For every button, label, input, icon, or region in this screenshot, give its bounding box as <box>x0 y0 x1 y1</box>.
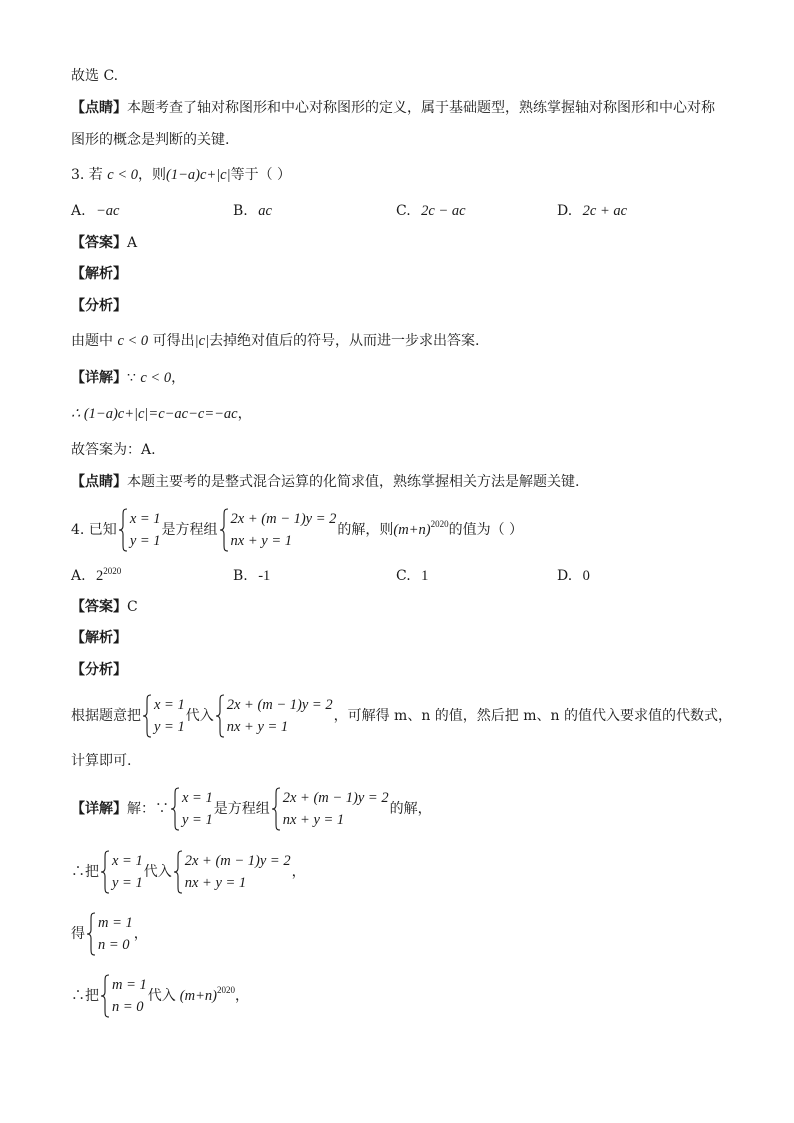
option-value: 0 <box>582 568 590 584</box>
q3-analysis-text <box>71 331 480 351</box>
text: 是方程组 <box>161 522 218 538</box>
system-xy <box>142 694 185 738</box>
q3-option-a <box>71 201 120 221</box>
text: 是方程组 <box>213 801 270 817</box>
answer-value: A <box>127 235 138 251</box>
brace-icon <box>86 912 96 956</box>
system-eq <box>215 694 333 738</box>
option-letter: D. <box>557 203 573 219</box>
brace-icon <box>271 787 281 831</box>
text: ， <box>171 370 186 386</box>
q3-number: 3. 若 <box>71 167 103 183</box>
q3-condition: c < 0 <box>107 167 138 183</box>
q3-tip <box>71 472 579 492</box>
q4-detail <box>71 785 432 833</box>
tip-text: 本题考查了轴对称图形和中心对称图形的定义，属于基础题型，熟练掌握轴对称图形和中心对称 <box>127 100 715 116</box>
text: 代入 <box>147 988 176 1004</box>
brace-icon <box>118 508 128 552</box>
q3-option-c <box>396 201 466 221</box>
system-xy <box>170 787 213 831</box>
section-tag: 【分析】 <box>71 298 127 314</box>
option-letter: B. <box>233 568 248 584</box>
system-eq <box>271 787 389 831</box>
q3-option-b <box>233 201 272 221</box>
exponent: 2020 <box>103 566 122 576</box>
text: ∴把 <box>71 988 99 1004</box>
q3-fenxi <box>71 296 127 316</box>
eq-row: x = 1 <box>129 511 161 527</box>
conclusion-line <box>71 66 118 86</box>
q4-option-b <box>233 566 270 586</box>
eq-row: y = 1 <box>112 875 143 891</box>
question-4 <box>71 506 523 554</box>
eq-row: 2x + (m − 1)y = 2 <box>230 511 337 527</box>
section-tag: 【解析】 <box>71 630 127 646</box>
option-letter: A. <box>71 203 86 219</box>
q4-analysis-text <box>71 692 732 740</box>
eq-row: nx + y = 1 <box>226 719 289 735</box>
option-letter: B. <box>233 203 248 219</box>
text: 的解，则 <box>337 522 394 538</box>
eq-row: nx + y = 1 <box>282 812 345 828</box>
brace-icon <box>215 694 225 738</box>
q3-final <box>71 440 156 460</box>
text: 根据题意把 <box>71 708 141 724</box>
text: 故选 C. <box>71 68 119 84</box>
eq-row: m = 1 <box>112 977 147 993</box>
text: ， <box>291 864 306 880</box>
q4-number: 4. 已知 <box>71 522 117 538</box>
q4-fenxi <box>71 660 127 680</box>
brace-icon <box>170 787 180 831</box>
q3-calculation <box>71 404 252 424</box>
text: ，可解得 m、n 的值，然后把 m、n 的值代入要求值的代数式， <box>333 708 732 724</box>
text: 可得出 <box>152 333 195 349</box>
brace-icon <box>219 508 229 552</box>
text: ， <box>133 926 148 942</box>
q4-answer <box>71 597 138 617</box>
tip-tag: 【点睛】 <box>71 474 127 490</box>
option-value: 2 <box>96 568 104 584</box>
text: 去掉绝对值后的符号，从而进一步求出答案. <box>209 333 480 349</box>
eq-row: 2x + (m − 1)y = 2 <box>282 790 389 806</box>
exponent: 2020 <box>430 519 449 529</box>
option-letter: D. <box>557 568 573 584</box>
option-letter: C. <box>396 568 411 584</box>
system-xy <box>100 850 143 894</box>
brace-icon <box>142 694 152 738</box>
system-eq <box>219 508 337 552</box>
math: (m+n) <box>393 522 431 538</box>
math: c < 0 <box>117 333 149 349</box>
math: ∴ (1−a)c+|c|=c−ac−c=−ac <box>71 406 238 422</box>
system-mn <box>100 974 147 1018</box>
eq-row: x = 1 <box>154 697 185 713</box>
text: 计算即可. <box>71 753 132 769</box>
q4-step-1 <box>71 848 306 896</box>
eq-row: n = 0 <box>98 937 130 953</box>
eq-row: nx + y = 1 <box>230 533 292 549</box>
exponent: 2020 <box>216 985 235 995</box>
q4-step-2 <box>71 910 148 958</box>
eq-row: 2x + (m − 1)y = 2 <box>226 697 333 713</box>
eq-row: y = 1 <box>129 533 161 549</box>
section-tag: 【详解】 <box>71 801 127 817</box>
option-value: 2c − ac <box>421 203 466 219</box>
section-tag: 【详解】 <box>71 370 127 386</box>
q4-jiexi <box>71 628 127 648</box>
text: 代入 <box>185 708 214 724</box>
option-value: 2c + ac <box>582 203 628 219</box>
eq-row: y = 1 <box>154 719 185 735</box>
option-value: ac <box>258 203 272 219</box>
text: 解：∵ <box>127 801 169 817</box>
tip-text: 本题主要考的是整式混合运算的化简求值，熟练掌握相关方法是解题关键. <box>127 474 580 490</box>
q3-expression: (1−a)c+|c| <box>166 167 231 183</box>
eq-row: m = 1 <box>98 915 133 931</box>
system-mn <box>86 912 133 956</box>
math: c < 0 <box>140 370 172 386</box>
q4-option-c <box>396 566 428 586</box>
option-value: -1 <box>258 568 271 584</box>
q4-option-d <box>557 566 590 586</box>
q3-mid: ，则 <box>138 167 166 183</box>
eq-row: y = 1 <box>182 812 213 828</box>
tip-line-2 <box>71 130 229 150</box>
text: ， <box>237 406 252 422</box>
text: ∵ <box>127 370 136 386</box>
answer-tag: 【答案】 <box>71 599 127 615</box>
option-letter: A. <box>71 568 86 584</box>
eq-row: n = 0 <box>112 999 144 1015</box>
section-tag: 【分析】 <box>71 662 127 678</box>
text: ， <box>234 988 249 1004</box>
text: 的值为（ ） <box>448 522 524 538</box>
option-letter: C. <box>396 203 411 219</box>
math: |c| <box>194 333 210 349</box>
tip-line-1 <box>71 98 715 118</box>
text: 的解， <box>389 801 432 817</box>
tip-tag: 【点睛】 <box>71 100 127 116</box>
question-3 <box>71 165 291 185</box>
tip-text-cont: 图形的概念是判断的关键. <box>71 132 230 148</box>
text: 代入 <box>143 864 172 880</box>
brace-icon <box>100 974 110 1018</box>
q3-option-d <box>557 201 627 221</box>
system-xy <box>118 508 161 552</box>
text: ∴把 <box>71 864 99 880</box>
q3-detail <box>71 368 185 388</box>
answer-value: C <box>127 599 138 615</box>
answer-tag: 【答案】 <box>71 235 127 251</box>
eq-row: nx + y = 1 <box>184 875 247 891</box>
section-tag: 【解析】 <box>71 266 127 282</box>
eq-row: x = 1 <box>112 853 143 869</box>
option-value: 1 <box>421 568 429 584</box>
brace-icon <box>173 850 183 894</box>
q4-option-a <box>71 566 121 587</box>
q3-answer <box>71 233 137 253</box>
option-value: −ac <box>96 203 120 219</box>
eq-row: 2x + (m − 1)y = 2 <box>184 853 291 869</box>
text: 得 <box>71 926 85 942</box>
text: 由题中 <box>71 333 113 349</box>
eq-row: x = 1 <box>182 790 213 806</box>
q3-jiexi <box>71 264 127 284</box>
math: (m+n) <box>179 988 217 1004</box>
q3-end: 等于（ ） <box>230 167 292 183</box>
text: 故答案为：A. <box>71 442 156 458</box>
brace-icon <box>100 850 110 894</box>
q4-step-3 <box>71 972 249 1020</box>
system-eq <box>173 850 291 894</box>
q4-analysis-text-cont <box>71 751 131 771</box>
